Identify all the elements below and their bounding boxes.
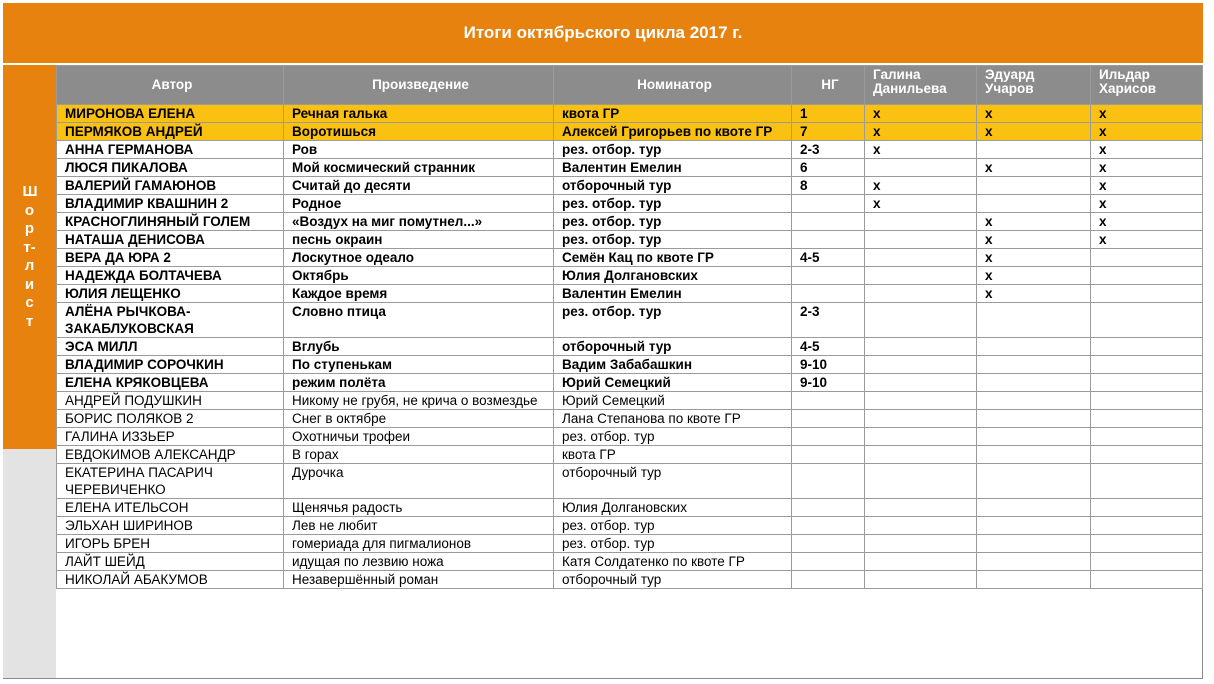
cell-work: песнь окраин (284, 231, 554, 249)
cell-judge-3-vote (1091, 571, 1203, 589)
short-list-sidebar (3, 65, 56, 449)
cell-judge-3-vote: x (1091, 141, 1203, 159)
cell-judge-2-vote (977, 446, 1091, 464)
cell-judge-3-vote (1091, 410, 1203, 428)
cell-judge-1-vote (865, 356, 977, 374)
long-list-row (57, 446, 1203, 464)
cell-judge-1-vote (865, 446, 977, 464)
cell-ng: 2-3 (792, 141, 865, 159)
cell-nominator: отборочный тур (554, 177, 792, 195)
cell-judge-1-vote (865, 374, 977, 392)
cell-nominator: рез. отбор. тур (554, 195, 792, 213)
cell-work: гомериада для пигмалионов (284, 535, 554, 553)
cell-author: ЕВДОКИМОВ АЛЕКСАНДР (57, 446, 284, 464)
long-list-row (57, 571, 1203, 589)
cell-judge-3-vote (1091, 392, 1203, 410)
cell-judge-2-vote (977, 464, 1091, 499)
cell-author: ВЛАДИМИР КВАШНИН 2 (57, 195, 284, 213)
cell-work: В горах (284, 446, 554, 464)
cell-judge-2-vote (977, 571, 1091, 589)
cell-judge-2-vote: x (977, 285, 1091, 303)
cell-work: режим полёта (284, 374, 554, 392)
cell-nominator: рез. отбор. тур (554, 428, 792, 446)
cell-judge-2-vote: x (977, 213, 1091, 231)
short-list-row (57, 177, 1203, 195)
cell-judge-2-vote: x (977, 249, 1091, 267)
cell-judge-1-vote (865, 410, 977, 428)
cell-author: БОРИС ПОЛЯКОВ 2 (57, 410, 284, 428)
cell-ng: 7 (792, 123, 865, 141)
long-list-row (57, 535, 1203, 553)
cell-author: ВАЛЕРИЙ ГАМАЮНОВ (57, 177, 284, 195)
cell-judge-3-vote: x (1091, 123, 1203, 141)
cell-author: ЭЛЬХАН ШИРИНОВ (57, 517, 284, 535)
cell-nominator: Лана Степанова по квоте ГР (554, 410, 792, 428)
cell-author: ИГОРЬ БРЕН (57, 535, 284, 553)
header-row (57, 66, 1203, 105)
cell-work: Речная галька (284, 105, 554, 123)
cell-nominator: квота ГР (554, 446, 792, 464)
cell-judge-3-vote (1091, 517, 1203, 535)
cell-author: ЭСА МИЛЛ (57, 338, 284, 356)
header-nominator: Номинатор (554, 66, 792, 105)
cell-author: АНДРЕЙ ПОДУШКИН (57, 392, 284, 410)
cell-work: Никому не грубя, не крича о возмездье (284, 392, 554, 410)
cell-judge-3-vote (1091, 285, 1203, 303)
cell-nominator: рез. отбор. тур (554, 213, 792, 231)
cell-ng: 2-3 (792, 303, 865, 338)
cell-judge-3-vote: x (1091, 195, 1203, 213)
cell-author: МИРОНОВА ЕЛЕНА (57, 105, 284, 123)
cell-ng (792, 213, 865, 231)
cell-nominator: Катя Солдатенко по квоте ГР (554, 553, 792, 571)
cell-nominator: Юлия Долгановских (554, 267, 792, 285)
cell-author: ГАЛИНА ИЗЗЬЕР (57, 428, 284, 446)
long-list-row (57, 410, 1203, 428)
cell-work: Ров (284, 141, 554, 159)
cell-author: ЛЮСЯ ПИКАЛОВА (57, 159, 284, 177)
cell-ng (792, 410, 865, 428)
cell-judge-1-vote (865, 159, 977, 177)
cell-judge-1-vote (865, 213, 977, 231)
short-list-row (57, 105, 1203, 123)
cell-ng (792, 231, 865, 249)
cell-judge-2-vote (977, 410, 1091, 428)
cell-ng: 9-10 (792, 374, 865, 392)
cell-ng: 6 (792, 159, 865, 177)
cell-work: Незавершённый роман (284, 571, 554, 589)
short-list-row (57, 285, 1203, 303)
long-list-row (57, 517, 1203, 535)
cell-judge-3-vote (1091, 267, 1203, 285)
cell-judge-3-vote: x (1091, 231, 1203, 249)
cell-work: Каждое время (284, 285, 554, 303)
header-ng: НГ (792, 66, 865, 105)
cell-author: НАТАША ДЕНИСОВА (57, 231, 284, 249)
cell-judge-2-vote: x (977, 231, 1091, 249)
short-list-row (57, 231, 1203, 249)
cell-work: Щенячья радость (284, 499, 554, 517)
cell-ng (792, 285, 865, 303)
short-list-row (57, 374, 1203, 392)
short-list-row (57, 195, 1203, 213)
cell-judge-1-vote (865, 553, 977, 571)
header-judge-3: Ильдар Харисов (1091, 66, 1203, 105)
cell-work: Октябрь (284, 267, 554, 285)
cell-judge-1-vote (865, 231, 977, 249)
cell-work: По ступенькам (284, 356, 554, 374)
long-list-row (57, 553, 1203, 571)
long-list-row (57, 392, 1203, 410)
short-list-row (57, 303, 1203, 338)
cell-judge-2-vote: x (977, 159, 1091, 177)
cell-work: идущая по лезвию ножа (284, 553, 554, 571)
cell-work: Лев не любит (284, 517, 554, 535)
short-list-row (57, 141, 1203, 159)
cell-ng (792, 553, 865, 571)
cell-judge-1-vote: x (865, 105, 977, 123)
cell-ng (792, 464, 865, 499)
header-work: Произведение (284, 66, 554, 105)
header-judge-1: Галина Данильева (865, 66, 977, 105)
cell-judge-3-vote (1091, 303, 1203, 338)
cell-judge-1-vote (865, 338, 977, 356)
cell-author: АННА ГЕРМАНОВА (57, 141, 284, 159)
cell-judge-1-vote (865, 285, 977, 303)
short-list-row (57, 249, 1203, 267)
cell-judge-1-vote (865, 428, 977, 446)
short-list-row (57, 213, 1203, 231)
cell-author: ВЛАДИМИР СОРОЧКИН (57, 356, 284, 374)
cell-author: ЮЛИЯ ЛЕЩЕНКО (57, 285, 284, 303)
cell-judge-2-vote (977, 374, 1091, 392)
cell-judge-1-vote: x (865, 177, 977, 195)
cell-nominator: рез. отбор. тур (554, 141, 792, 159)
cell-ng (792, 517, 865, 535)
cell-judge-2-vote (977, 553, 1091, 571)
short-list-label: Шорт-лист (22, 183, 38, 330)
cell-work: Мой космический странник (284, 159, 554, 177)
cell-author: ЕЛЕНА ИТЕЛЬСОН (57, 499, 284, 517)
cell-work: Считай до десяти (284, 177, 554, 195)
cell-nominator: рез. отбор. тур (554, 517, 792, 535)
long-list-row (57, 499, 1203, 517)
cell-work: Родное (284, 195, 554, 213)
cell-ng: 1 (792, 105, 865, 123)
cell-work: Лоскутное одеало (284, 249, 554, 267)
cell-nominator: отборочный тур (554, 338, 792, 356)
cell-judge-2-vote: x (977, 123, 1091, 141)
cell-judge-3-vote: x (1091, 105, 1203, 123)
cell-judge-3-vote (1091, 374, 1203, 392)
cell-author: НАДЕЖДА БОЛТАЧЕВА (57, 267, 284, 285)
cell-judge-2-vote: x (977, 105, 1091, 123)
cell-judge-2-vote (977, 141, 1091, 159)
cell-judge-3-vote: x (1091, 213, 1203, 231)
cell-judge-1-vote (865, 392, 977, 410)
cell-ng: 4-5 (792, 249, 865, 267)
cell-nominator: Семён Кац по квоте ГР (554, 249, 792, 267)
cell-ng: 9-10 (792, 356, 865, 374)
short-list-row (57, 123, 1203, 141)
cell-work: «Воздух на миг помутнел...» (284, 213, 554, 231)
cell-judge-1-vote: x (865, 141, 977, 159)
cell-nominator: Валентин Емелин (554, 285, 792, 303)
cell-nominator: отборочный тур (554, 571, 792, 589)
cell-judge-2-vote (977, 338, 1091, 356)
cell-ng (792, 392, 865, 410)
cell-ng (792, 267, 865, 285)
cell-judge-2-vote (977, 535, 1091, 553)
cell-work: Воротишься (284, 123, 554, 141)
cell-judge-3-vote (1091, 553, 1203, 571)
cell-judge-2-vote: x (977, 267, 1091, 285)
cell-nominator: Валентин Емелин (554, 159, 792, 177)
cell-judge-1-vote: x (865, 123, 977, 141)
cell-judge-1-vote (865, 303, 977, 338)
cell-nominator: рез. отбор. тур (554, 231, 792, 249)
cell-judge-1-vote (865, 535, 977, 553)
cell-ng (792, 195, 865, 213)
cell-nominator: Юлия Долгановских (554, 499, 792, 517)
cell-ng (792, 535, 865, 553)
cell-judge-3-vote (1091, 464, 1203, 499)
cell-judge-3-vote (1091, 428, 1203, 446)
cell-judge-1-vote (865, 517, 977, 535)
cell-judge-3-vote (1091, 356, 1203, 374)
header-judge-2: Эдуард Учаров (977, 66, 1091, 105)
long-list-row (57, 428, 1203, 446)
cell-judge-1-vote (865, 249, 977, 267)
header-author: Автор (57, 66, 284, 105)
cell-work: Вглубь (284, 338, 554, 356)
short-list-row (57, 356, 1203, 374)
short-list-row (57, 267, 1203, 285)
cell-nominator: рез. отбор. тур (554, 303, 792, 338)
results-table (56, 65, 1203, 589)
cell-nominator: Юрий Семецкий (554, 374, 792, 392)
cell-work: Словно птица (284, 303, 554, 338)
cell-judge-2-vote (977, 303, 1091, 338)
cell-work: Дурочка (284, 464, 554, 499)
cell-nominator: рез. отбор. тур (554, 535, 792, 553)
cell-judge-3-vote: x (1091, 159, 1203, 177)
cell-judge-2-vote (977, 195, 1091, 213)
cell-judge-1-vote: x (865, 195, 977, 213)
cell-ng (792, 446, 865, 464)
cell-judge-1-vote (865, 464, 977, 499)
cell-judge-3-vote (1091, 249, 1203, 267)
short-list-row (57, 159, 1203, 177)
cell-author: ВЕРА ДА ЮРА 2 (57, 249, 284, 267)
cell-judge-3-vote (1091, 338, 1203, 356)
cell-judge-1-vote (865, 267, 977, 285)
cell-judge-2-vote (977, 392, 1091, 410)
cell-judge-1-vote (865, 499, 977, 517)
cell-author: АЛЁНА РЫЧКОВА-ЗАКАБЛУКОВСКАЯ (57, 303, 284, 338)
long-list-sidebar (3, 449, 56, 678)
cell-ng: 4-5 (792, 338, 865, 356)
cell-author: ЕКАТЕРИНА ПАСАРИЧ ЧЕРЕВИЧЕНКО (57, 464, 284, 499)
cell-work: Охотничьи трофеи (284, 428, 554, 446)
cell-judge-3-vote (1091, 499, 1203, 517)
cell-ng (792, 499, 865, 517)
cell-author: ЛАЙТ ШЕЙД (57, 553, 284, 571)
cell-nominator: квота ГР (554, 105, 792, 123)
cell-ng (792, 428, 865, 446)
cell-author: НИКОЛАЙ АБАКУМОВ (57, 571, 284, 589)
cell-judge-2-vote (977, 356, 1091, 374)
cell-author: ПЕРМЯКОВ АНДРЕЙ (57, 123, 284, 141)
short-list-row (57, 338, 1203, 356)
cell-judge-2-vote (977, 177, 1091, 195)
cell-author: КРАСНОГЛИНЯНЫЙ ГОЛЕМ (57, 213, 284, 231)
cell-nominator: Алексей Григорьев по квоте ГР (554, 123, 792, 141)
cell-judge-2-vote (977, 428, 1091, 446)
cell-judge-3-vote: x (1091, 177, 1203, 195)
cell-ng: 8 (792, 177, 865, 195)
cell-judge-3-vote (1091, 535, 1203, 553)
cell-judge-2-vote (977, 499, 1091, 517)
cell-nominator: Юрий Семецкий (554, 392, 792, 410)
cell-work: Снег в октябре (284, 410, 554, 428)
cell-author: ЕЛЕНА КРЯКОВЦЕВА (57, 374, 284, 392)
cell-nominator: отборочный тур (554, 464, 792, 499)
long-list-row (57, 464, 1203, 499)
page-title: Итоги октябрьского цикла 2017 г. (3, 3, 1203, 65)
cell-judge-1-vote (865, 571, 977, 589)
cell-judge-2-vote (977, 517, 1091, 535)
cell-judge-3-vote (1091, 446, 1203, 464)
cell-ng (792, 571, 865, 589)
cell-nominator: Вадим Забабашкин (554, 356, 792, 374)
